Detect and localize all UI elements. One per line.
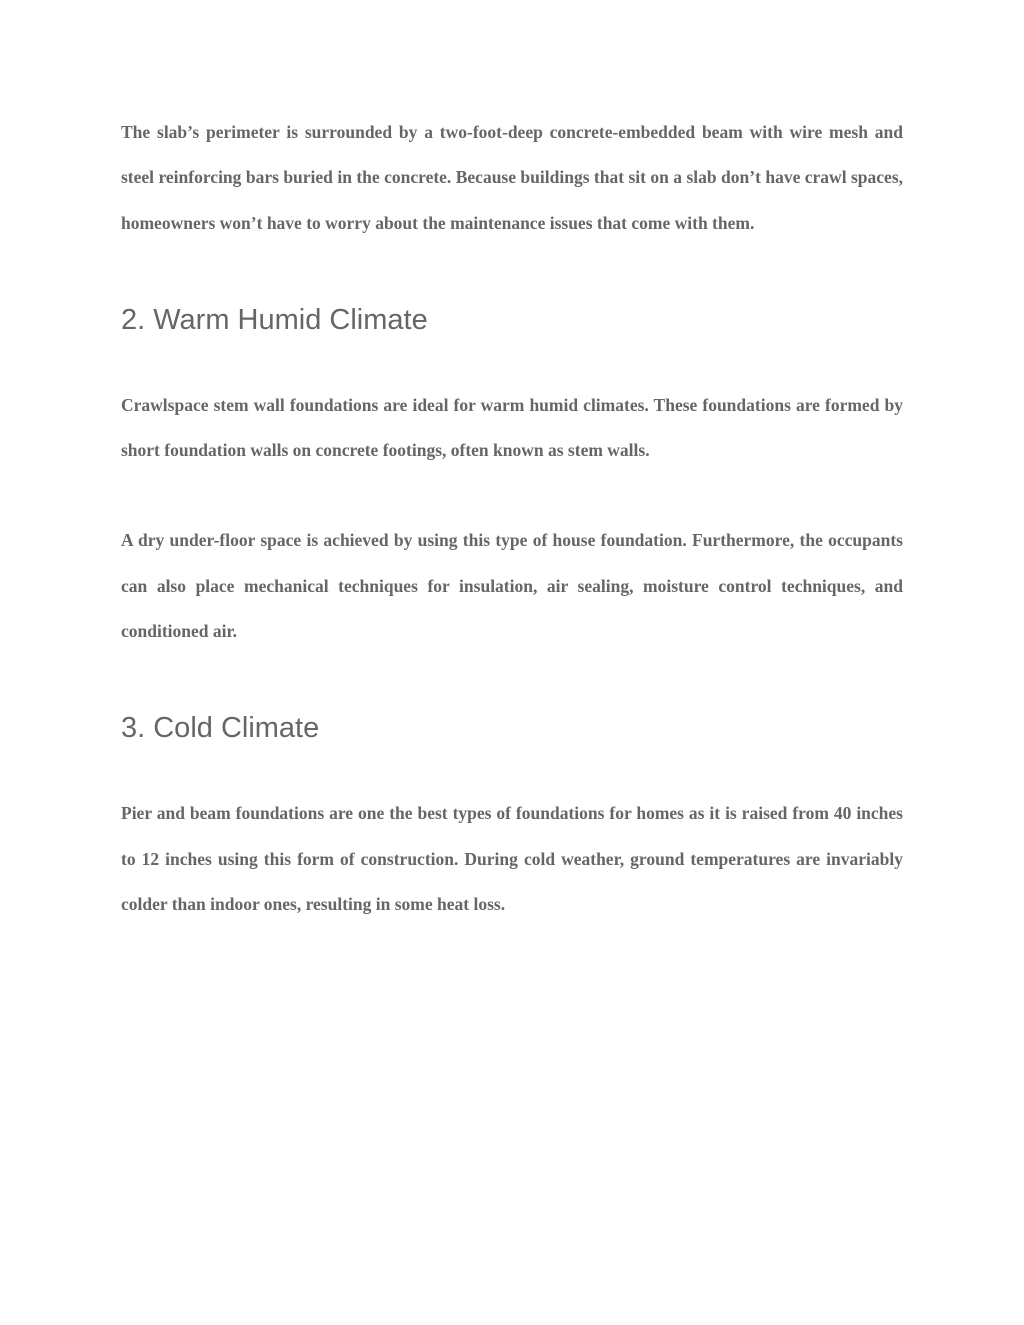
section-heading: 2. Warm Humid Climate bbox=[121, 303, 428, 336]
body-paragraph: Crawlspace stem wall foundations are ideal for warm humid climates. These foundations are formed by short foundation walls on concrete footings, often known as stem walls. bbox=[121, 394, 903, 461]
body-paragraph: The slab’s perimeter is surrounded by a two-foot-deep concrete-embedded beam with wire mesh and steel reinforcing bars buried in the concrete. Because buildings that sit on a slab don’t have crawl spaces, homeowners won’t have to worry about the maintenance issues that come with them. bbox=[121, 122, 903, 233]
body-paragraph: A dry under-floor space is achieved by using this type of house foundation. Furthermore, the occupants can also place mechanical techniques for insulation, air sealing, moisture control techniques, and conditioned air. bbox=[121, 530, 903, 642]
document-body bbox=[121, 110, 903, 927]
section-heading: 3. Cold Climate bbox=[121, 712, 320, 745]
body-paragraph: Pier and beam foundations are one the best types of foundations for homes as it is raised from 40 inches to 12 inches using this form of construction. During cold weather, ground temperatures are invariably colder than indoor ones, resulting in some heat loss. bbox=[121, 803, 903, 914]
